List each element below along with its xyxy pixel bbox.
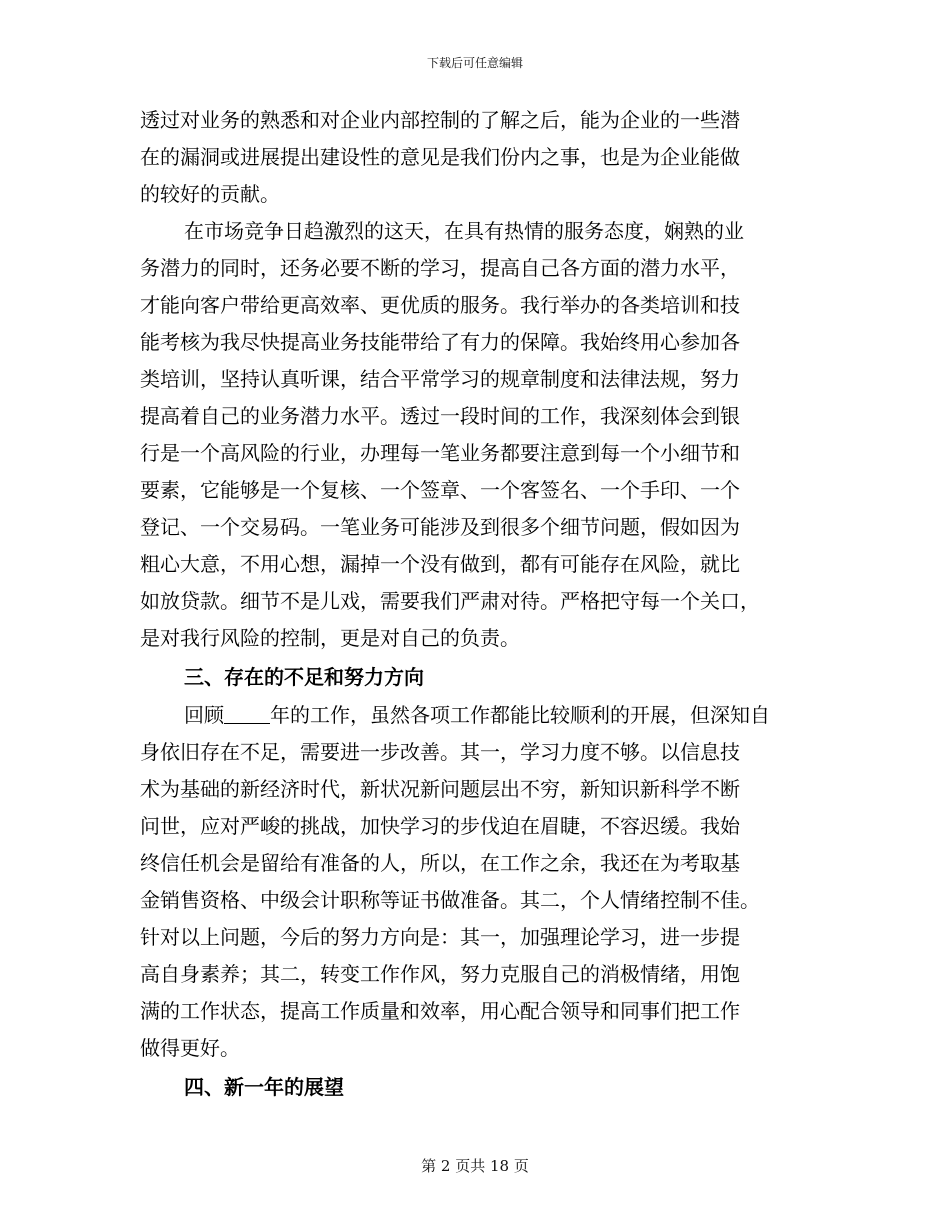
text-line: 能考核为我尽快提高业务技能带给了有力的保障。我始终用心参加各 [140,330,740,354]
text-line: 务潜力的同时，还务必要不断的学习，提高自己各方面的潜力水平， [140,256,740,280]
paragraph-1 [140,102,800,213]
text-line: 金销售资格、中级会计职称等证书做准备。其二，个人情绪控制不佳。 [140,888,760,912]
paragraph-2 [140,213,800,657]
fill-in-blank [224,703,270,724]
text-line: 行是一个高风险的行业，办理每一笔业务都要注意到每一个小细节和 [140,441,740,465]
text-line: 问世，应对严峻的挑战，加快学习的步伐迫在眉睫，不容迟缓。我始 [140,814,740,838]
text-line: 类培训，坚持认真听课，结合平常学习的规章制度和法律法规，努力 [140,367,740,391]
text-line: 才能向客户带给更高效率、更优质的服务。我行举办的各类培训和技 [140,293,740,317]
text-line: 高自身素养；其二，转变工作作风，努力克服自己的消极情绪，用饱 [140,962,740,986]
text-line [140,697,800,734]
header-note: 下载后可任意编辑 [426,56,523,70]
text-line: 透过对业务的熟悉和对企业内部控制的了解之后，能为企业的一些潜 [140,108,740,132]
text-line: 术为基础的新经济时代，新状况新问题层出不穷，新知识新科学不断 [140,777,740,801]
text-line: 提高着自己的业务潜力水平。透过一段时间的工作，我深刻体会到银 [140,404,740,428]
text-line: 满的工作状态，提高工作质量和效率，用心配合领导和同事们把工作 [140,999,740,1023]
text-fragment: 年的工作，虽然各项工作都能比较顺利的开展，但深知自 [270,703,770,727]
page-number: 第 2 页共 18 页 [421,1157,529,1175]
text-line: 如放贷款。细节不是儿戏，需要我们严肃对待。严格把守每一个关口， [140,589,760,613]
paragraph-3 [140,697,800,1067]
text-line: 是对我行风险的控制，更是对自己的负责。 [140,626,520,650]
text-line: 登记、一个交易码。一笔业务可能涉及到很多个细节问题，假如因为 [140,515,740,539]
text-line: 的较好的贡献。 [140,182,280,206]
text-line: 在市场竞争日趋激烈的这天，在具有热情的服务态度，娴熟的业 [184,219,744,243]
text-line: 针对以上问题，今后的努力方向是：其一，加强理论学习，进一步提 [140,925,740,949]
text-fragment: 回顾 [184,703,224,727]
document-body [140,102,800,1107]
text-line: 做得更好。 [140,1036,240,1060]
text-line: 身依旧存在不足，需要进一步改善。其一，学习力度不够。以信息技 [140,740,740,764]
text-line: 终信任机会是留给有准备的人，所以，在工作之余，我还在为考取基 [140,851,740,875]
section-heading: 三、存在的不足和努力方向 [184,665,424,689]
text-line: 要素，它能够是一个复核、一个签章、一个客签名、一个手印、一个 [140,478,740,502]
section-heading: 四、新一年的展望 [184,1075,344,1099]
text-line: 在的漏洞或进展提出建设性的意见是我们份内之事，也是为企业能做 [140,145,740,169]
text-line: 粗心大意，不用心想，漏掉一个没有做到，都有可能存在风险，就比 [140,552,740,576]
